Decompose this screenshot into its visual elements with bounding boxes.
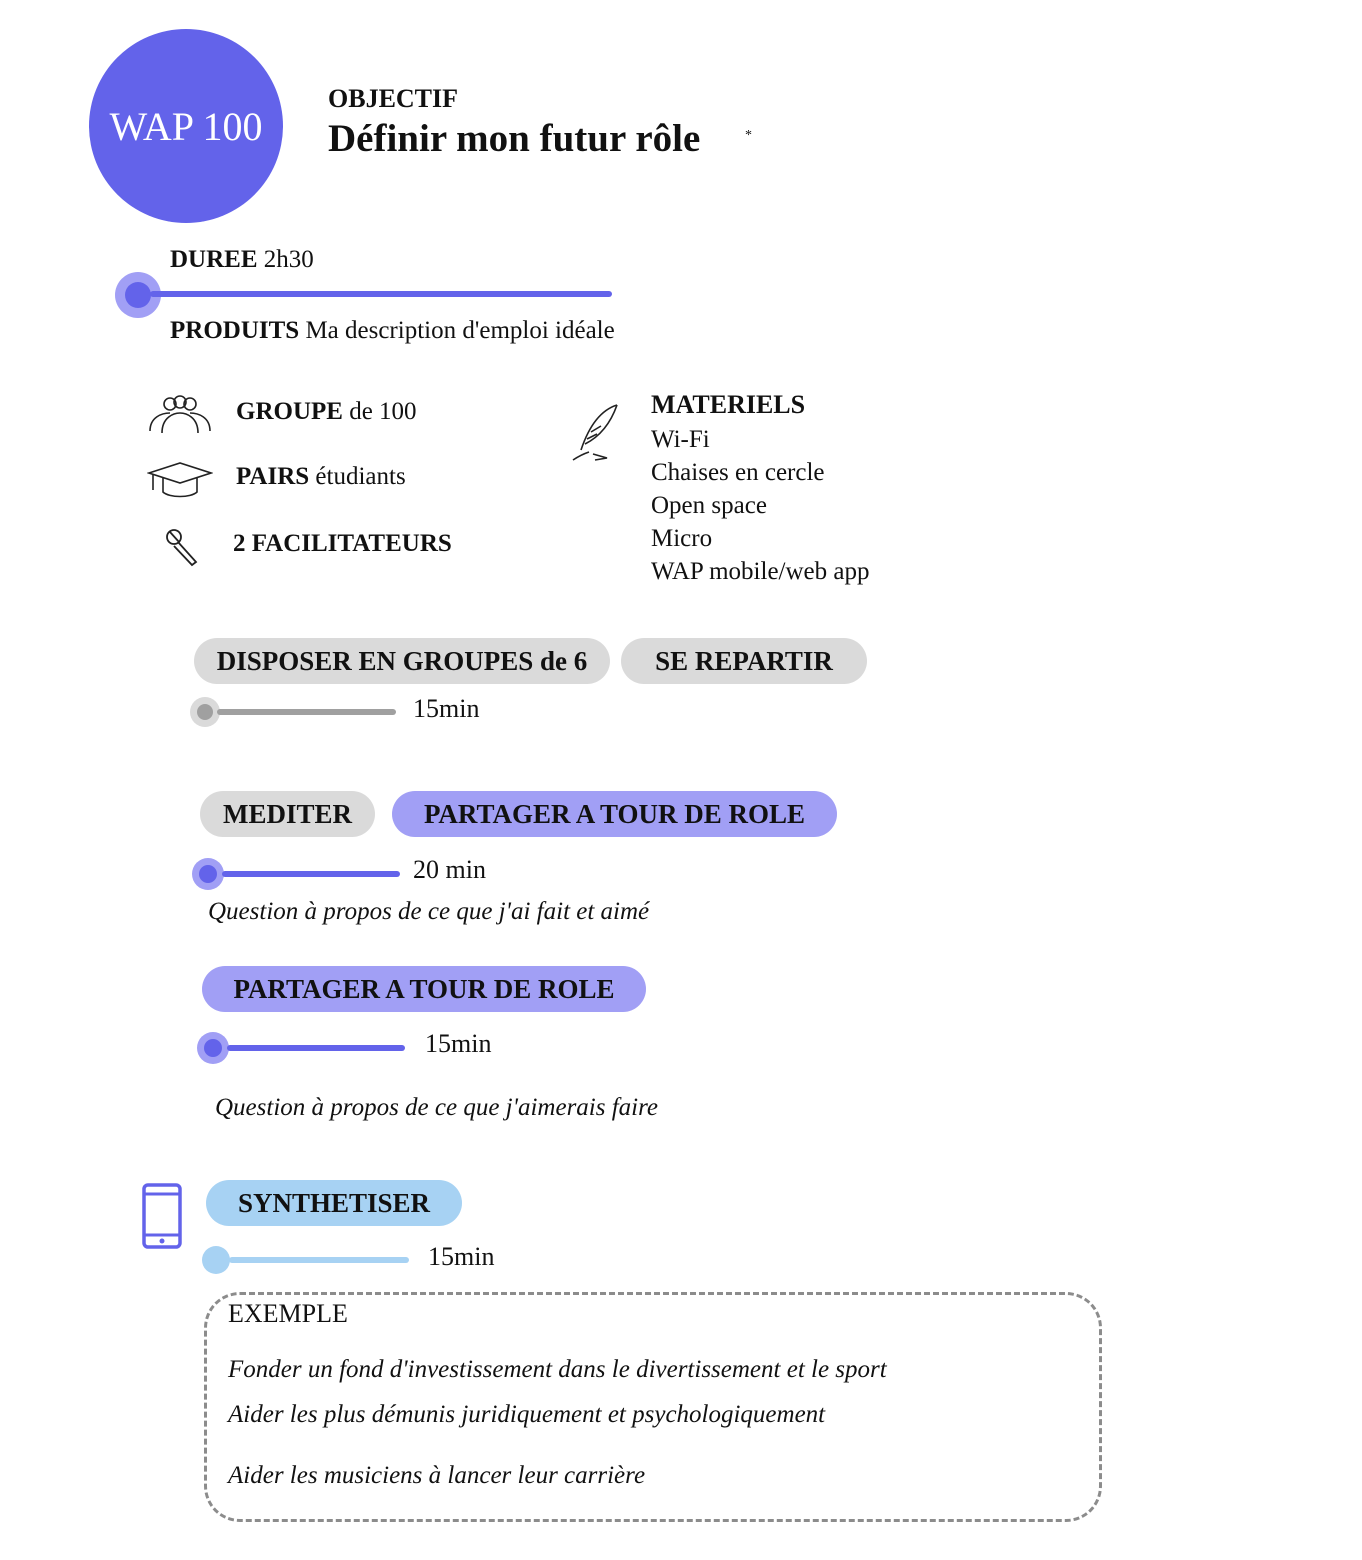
example-line: Aider les musiciens à lancer leur carrière <box>228 1462 646 1489</box>
group-label: GROUPE <box>236 398 343 425</box>
materials-item: Micro <box>651 525 713 552</box>
step3-timeline-dot <box>204 1039 222 1057</box>
facilitators-text: 2 FACILITATEURS <box>233 530 452 557</box>
step2-question: Question à propos de ce que j'ai fait et aimé <box>208 898 650 925</box>
microphone-icon <box>164 527 200 572</box>
materials-item: Open space <box>651 492 767 519</box>
step1-timeline-bar <box>217 709 396 715</box>
duration-value: 2h30 <box>263 246 314 273</box>
tag-synthetiser: SYNTHETISER <box>206 1180 462 1226</box>
products-line <box>170 317 615 345</box>
people-group-icon <box>148 395 212 440</box>
step1-duration: 15min <box>413 694 480 723</box>
smartphone-icon <box>142 1183 182 1254</box>
tag-disposer-groupes: DISPOSER EN GROUPES de 6 <box>194 638 610 684</box>
objective-label: OBJECTIF <box>328 84 459 113</box>
tag-mediter: MEDITER <box>200 791 375 837</box>
products-label: PRODUITS <box>170 317 300 344</box>
materials-list <box>651 423 869 588</box>
graduation-cap-icon <box>147 460 213 505</box>
duration-timeline-bar <box>150 291 612 297</box>
step3-timeline-bar <box>227 1045 405 1051</box>
tag-se-repartir: SE REPARTIR <box>621 638 867 684</box>
step4-duration: 15min <box>428 1242 495 1271</box>
materials-item: Wi-Fi <box>651 426 710 453</box>
tag-partager-a-tour-de-role-2: PARTAGER A TOUR DE ROLE <box>202 966 646 1012</box>
quill-icon <box>571 402 621 467</box>
duration-line <box>170 246 314 274</box>
step3-question: Question à propos de ce que j'aimerais faire <box>215 1094 659 1121</box>
objective-title: Définir mon futur rôle <box>328 117 701 160</box>
step2-duration: 20 min <box>413 855 486 884</box>
step2-timeline-bar <box>222 871 400 877</box>
step1-timeline-dot <box>197 704 213 720</box>
pairs-value: étudiants <box>315 463 406 490</box>
wap-badge: WAP 100 <box>89 29 283 223</box>
duration-label: DUREE <box>170 246 258 273</box>
products-value: Ma description d'emploi idéale <box>305 317 615 344</box>
pairs-label: PAIRS <box>236 463 310 490</box>
group-line <box>236 398 417 426</box>
duration-timeline-dot <box>125 282 151 308</box>
step3-duration: 15min <box>425 1029 492 1058</box>
step2-timeline-dot <box>199 865 217 883</box>
step4-timeline-bar <box>229 1257 409 1263</box>
objective-mark: * <box>745 128 752 143</box>
pairs-line <box>236 463 406 491</box>
example-heading: EXEMPLE <box>228 1299 348 1328</box>
step4-timeline-dot <box>202 1246 230 1274</box>
example-line: Aider les plus démunis juridiquement et psychologiquement <box>228 1401 826 1428</box>
materials-heading: MATERIELS <box>651 390 806 419</box>
materials-item: WAP mobile/web app <box>651 558 870 585</box>
tag-partager-a-tour-de-role: PARTAGER A TOUR DE ROLE <box>392 791 837 837</box>
materials-item: Chaises en cercle <box>651 459 825 486</box>
group-value: de 100 <box>349 398 417 425</box>
example-line: Fonder un fond d'investissement dans le divertissement et le sport <box>228 1356 887 1383</box>
